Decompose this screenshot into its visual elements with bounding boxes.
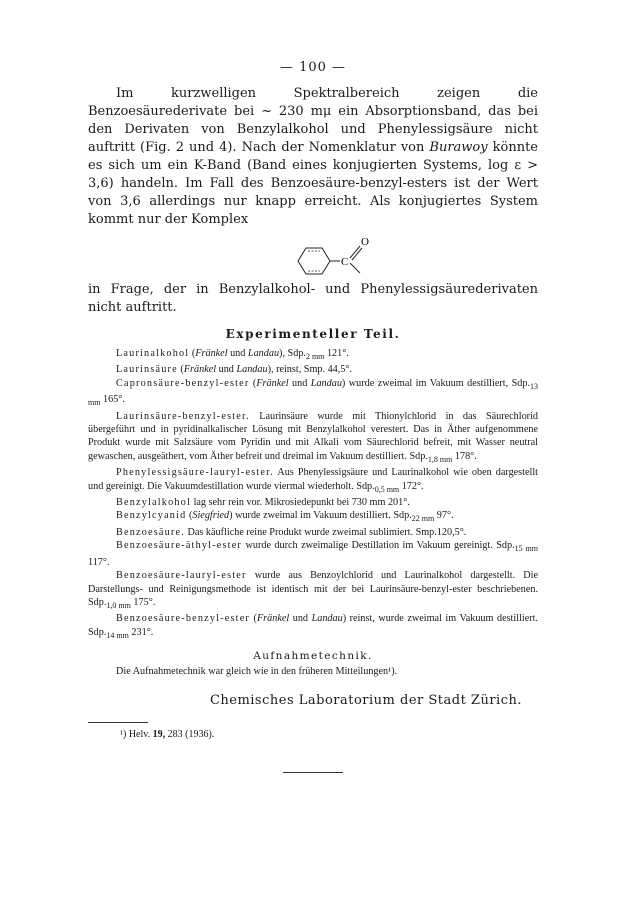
intro-text-b: könnte es sich um ein K-Band (Band eines konjugierten Systems, log ε > 3,6) handeln. Im Fall des Benzoesäure-benzyl-esters ist der Wert von 3,6 allerdings nur knapp erreicht. Als konjugiertes System kommt nur der Komplex	[88, 140, 538, 227]
entry-benzoesaeure-lauryl-ester: Benzoesäure-lauryl-ester wurde aus Benzoylchlorid und Laurinalkohol dargestellt. Die Darstellungs- und Reinigungsmethode ist identisch mit der bei Laurinsäure-benzyl-ester beschriebenen. $Sdp._{1,0 mm}$ 175°.	[88, 570, 538, 610]
entry-phenylessigsaeure-lauryl-ester: Phenylessigsäure-lauryl-ester. Aus Phenylessigsäure und Laurinalkohol wie oben dargestellt und gereinigt. Die Vakuumdestillation wurde viermal wiederholt. $Sdp._{0,5 mm}$ 172°.	[88, 467, 538, 494]
experimental-entries	[88, 347, 538, 642]
footnote-divider	[88, 722, 148, 723]
entry-benzoesaeure-aethyl-ester: Benzoesäure-äthyl-ester wurde durch zweimalige Destillation im Vakuum gereinigt. $Sdp._{15 mm}$ 117°.	[88, 540, 538, 568]
carbon-label: C	[341, 256, 349, 268]
entry-capronsaeure-benzyl-ester: Capronsäure-benzyl-ester (Fränkel und Landau) wurde zweimal im Vakuum destilliert, $Sdp._{13 mm}$ 165°.	[88, 377, 538, 408]
end-divider	[283, 772, 343, 773]
intro-text-a: Im kurzwelligen Spektralbereich zeigen die Benzoesäurederivate bei ~ 230 mμ ein Absorptionsband, das bei den Derivaten von Benzylalkohol und Phenylessigsäure nicht auftritt (Fig. 2 und 4). Nach der Nomenklatur von	[88, 86, 538, 155]
intro-paragraph-2: in Frage, der in Benzylalkohol- und Phenylessigsäurederivaten nicht auftritt.	[88, 282, 538, 315]
footnote-mark: ¹)	[120, 728, 127, 740]
technique-heading: Aufnahmetechnik.	[253, 650, 373, 663]
entry-laurinsaeure: Laurinsäure (Fränkel und Landau), reinst, Smp. 44,5°.	[116, 364, 353, 376]
entry-laurinsaeure-benzyl-ester: Laurinsäure-benzyl-ester. Laurinsäure wurde mit Thionylchlorid in das Säurechlorid übergeführt und in pyridinalkalischer Lösung mit Benzylalkohol verestert. Das in Äther aufgenommene Produkt wurde mit Salzsäure vom Pyridin und mit Alkali vom Säurechlorid befreit, mit Wasser neutral gewaschen, ausgeäthert, vom Äther befreit und dreimal im Vakuum destilliert. $Sdp._{1,8 mm}$ 178°.	[88, 410, 538, 464]
conjugated-complex-structure	[88, 231, 538, 279]
technique-text: Die Aufnahmetechnik war gleich wie in den früheren Mitteilungen¹).	[116, 666, 398, 678]
entry-benzylcyanid: Benzylcyanid (Siegfried) wurde zweimal im Vakuum destilliert. $Sdp._{22 mm}$ 97°.	[116, 510, 454, 524]
page-number: — 100 —	[279, 60, 347, 75]
entry-benzylalkohol: Benzylalkohol lag sehr rein vor. Mikrosiedepunkt bei 730 mm 201°.	[116, 497, 410, 509]
benzene-carbonyl-diagram	[288, 231, 408, 279]
author-burawoy: Burawoy	[429, 140, 488, 155]
footnote-volume: 19,	[152, 728, 166, 740]
page	[88, 60, 538, 773]
entry-benzoesaeure-benzyl-ester: Benzoesäure-benzyl-ester (Fränkel und Landau) reinst, wurde zweimal im Vakuum destilliert. $Sdp._{14 mm}$ 231°.	[88, 613, 538, 640]
intro-paragraph	[88, 85, 538, 229]
entry-benzoesaeure: Benzoesäure. Das käufliche reine Produkt wurde zweimal sublimiert. Smp.120,5°.	[116, 526, 467, 538]
section-title: Experimenteller Teil.	[225, 327, 401, 341]
laboratory-signature: Chemisches Laboratorium der Stadt Zürich.	[209, 692, 522, 708]
oxygen-label: O	[361, 236, 369, 248]
entry-laurinalkohol: Laurinalkohol (Fränkel und Landau), $Sdp._{2 mm}$ 121°.	[116, 348, 349, 361]
footnote: ¹) Helv. 19, 283 (1936).	[120, 728, 215, 740]
